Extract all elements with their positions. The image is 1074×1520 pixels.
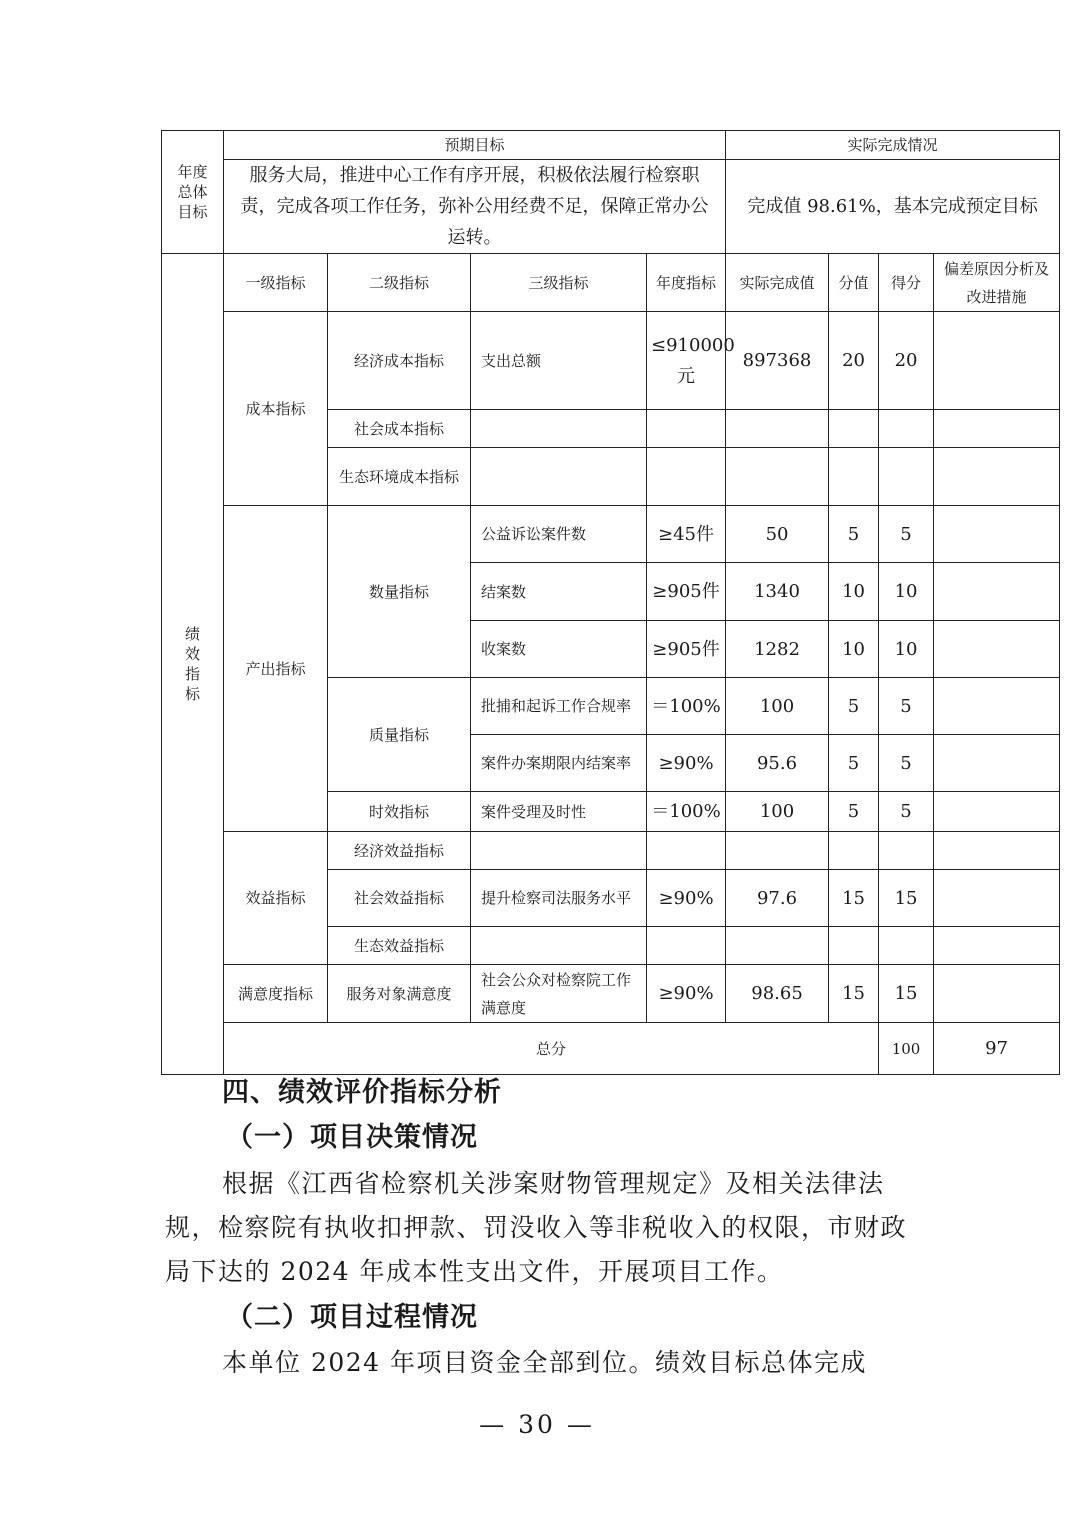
row-actual: 1340 bbox=[726, 563, 829, 621]
empty-cell bbox=[726, 832, 829, 870]
row-target: ≥90% bbox=[647, 735, 726, 792]
row-target: ≤910000元 bbox=[647, 312, 726, 410]
row-deviation bbox=[934, 678, 1060, 735]
empty-cell bbox=[471, 832, 647, 870]
subgroup-eco-cost: 生态环境成本指标 bbox=[328, 448, 471, 506]
row-target: ≥905件 bbox=[647, 563, 726, 621]
row-target: ＝100% bbox=[647, 678, 726, 735]
empty-cell bbox=[879, 832, 934, 870]
header-score-got: 得分 bbox=[879, 254, 934, 312]
row-got: 10 bbox=[879, 621, 934, 678]
empty-cell bbox=[879, 448, 934, 506]
row-got: 5 bbox=[879, 792, 934, 832]
expected-goal-text: 服务大局，推进中心工作有序开展，积极依法履行检察职责，完成各项工作任务，弥补公用经费不足，保障正常办公运转。 bbox=[224, 160, 726, 254]
empty-cell bbox=[647, 448, 726, 506]
empty-cell bbox=[471, 927, 647, 965]
row-name: 结案数 bbox=[471, 563, 647, 621]
empty-cell bbox=[934, 448, 1060, 506]
sub1-heading: （一）项目决策情况 bbox=[226, 1122, 478, 1153]
row-score: 15 bbox=[829, 965, 879, 1023]
performance-table bbox=[161, 130, 1060, 1075]
row-actual: 897368 bbox=[726, 312, 829, 410]
row-score: 10 bbox=[829, 621, 879, 678]
subgroup-econ-benefit: 经济效益指标 bbox=[328, 832, 471, 870]
row-got: 15 bbox=[879, 870, 934, 927]
subgroup-social-benefit: 社会效益指标 bbox=[328, 870, 471, 927]
total-score: 100 bbox=[879, 1023, 934, 1075]
actual-header: 实际完成情况 bbox=[726, 131, 1060, 160]
row-name: 提升检察司法服务水平 bbox=[471, 870, 647, 927]
subgroup-quantity: 数量指标 bbox=[328, 506, 471, 678]
row-deviation bbox=[934, 965, 1060, 1023]
empty-cell bbox=[726, 927, 829, 965]
row-score: 20 bbox=[829, 312, 879, 410]
row-target: ≥905件 bbox=[647, 621, 726, 678]
row-score: 5 bbox=[829, 735, 879, 792]
subgroup-econ-cost: 经济成本指标 bbox=[328, 312, 471, 410]
actual-text: 完成值 98.61%，基本完成预定目标 bbox=[726, 160, 1060, 254]
row-actual: 95.6 bbox=[726, 735, 829, 792]
group-satisfaction: 满意度指标 bbox=[224, 965, 328, 1023]
row-name: 案件办案期限内结案率 bbox=[471, 735, 647, 792]
empty-cell bbox=[829, 448, 879, 506]
header-level3: 三级指标 bbox=[471, 254, 647, 312]
annual-goal-label: 年度 总体 目标 bbox=[162, 131, 224, 254]
subgroup-social-cost: 社会成本指标 bbox=[328, 410, 471, 448]
row-name: 社会公众对检察院工作满意度 bbox=[471, 965, 647, 1023]
row-deviation bbox=[934, 563, 1060, 621]
header-score-value: 分值 bbox=[829, 254, 879, 312]
row-name: 公益诉讼案件数 bbox=[471, 506, 647, 563]
empty-cell bbox=[647, 927, 726, 965]
empty-cell bbox=[647, 410, 726, 448]
group-cost: 成本指标 bbox=[224, 312, 328, 506]
empty-cell bbox=[726, 410, 829, 448]
empty-cell bbox=[829, 927, 879, 965]
empty-cell bbox=[647, 832, 726, 870]
sub2-heading: （二）项目过程情况 bbox=[226, 1302, 478, 1333]
row-target: ≥90% bbox=[647, 870, 726, 927]
row-deviation bbox=[934, 870, 1060, 927]
row-actual: 100 bbox=[726, 678, 829, 735]
header-actual-value: 实际完成值 bbox=[726, 254, 829, 312]
row-score: 5 bbox=[829, 678, 879, 735]
row-actual: 97.6 bbox=[726, 870, 829, 927]
row-got: 15 bbox=[879, 965, 934, 1023]
empty-cell bbox=[471, 448, 647, 506]
expected-goal-header: 预期目标 bbox=[224, 131, 726, 160]
row-name: 支出总额 bbox=[471, 312, 647, 410]
para2: 本单位 2024 年项目资金全部到位。绩效目标总体完成 bbox=[222, 1348, 868, 1377]
empty-cell bbox=[879, 927, 934, 965]
row-actual: 100 bbox=[726, 792, 829, 832]
header-deviation: 偏差原因分析及改进措施 bbox=[934, 254, 1060, 312]
page-number: — 30 — bbox=[479, 1410, 595, 1439]
empty-cell bbox=[471, 410, 647, 448]
header-level1: 一级指标 bbox=[224, 254, 328, 312]
perf-label: 绩 效 指 标 bbox=[162, 254, 224, 1075]
header-level2: 二级指标 bbox=[328, 254, 471, 312]
group-benefit: 效益指标 bbox=[224, 832, 328, 965]
para1: 根据《江西省检察机关涉案财物管理规定》及相关法律法规，检察院有执收扣押款、罚没收入等非税收入的权限，市财政局下达的 2024 年成本性支出文件，开展项目工作。 bbox=[165, 1169, 908, 1286]
empty-cell bbox=[934, 410, 1060, 448]
row-actual: 1282 bbox=[726, 621, 829, 678]
row-name: 案件受理及时性 bbox=[471, 792, 647, 832]
header-annual-target: 年度指标 bbox=[647, 254, 726, 312]
empty-cell bbox=[879, 410, 934, 448]
row-score: 5 bbox=[829, 506, 879, 563]
empty-cell bbox=[829, 832, 879, 870]
subgroup-timeliness: 时效指标 bbox=[328, 792, 471, 832]
row-score: 10 bbox=[829, 563, 879, 621]
row-got: 5 bbox=[879, 506, 934, 563]
row-deviation bbox=[934, 506, 1060, 563]
section4-heading: 四、绩效评价指标分析 bbox=[222, 1077, 502, 1108]
row-deviation bbox=[934, 735, 1060, 792]
row-deviation bbox=[934, 792, 1060, 832]
subgroup-service-satisfaction: 服务对象满意度 bbox=[328, 965, 471, 1023]
total-got: 97 bbox=[934, 1023, 1060, 1075]
row-score: 15 bbox=[829, 870, 879, 927]
row-got: 5 bbox=[879, 678, 934, 735]
row-got: 10 bbox=[879, 563, 934, 621]
row-got: 5 bbox=[879, 735, 934, 792]
row-deviation bbox=[934, 621, 1060, 678]
group-output: 产出指标 bbox=[224, 506, 328, 832]
row-target: ≥45件 bbox=[647, 506, 726, 563]
empty-cell bbox=[726, 448, 829, 506]
row-name: 收案数 bbox=[471, 621, 647, 678]
empty-cell bbox=[934, 832, 1060, 870]
row-target: ＝100% bbox=[647, 792, 726, 832]
empty-cell bbox=[934, 927, 1060, 965]
row-name: 批捕和起诉工作合规率 bbox=[471, 678, 647, 735]
row-actual: 98.65 bbox=[726, 965, 829, 1023]
total-label: 总分 bbox=[224, 1023, 879, 1075]
row-actual: 50 bbox=[726, 506, 829, 563]
subgroup-quality: 质量指标 bbox=[328, 678, 471, 792]
row-score: 5 bbox=[829, 792, 879, 832]
row-got: 20 bbox=[879, 312, 934, 410]
subgroup-eco-benefit: 生态效益指标 bbox=[328, 927, 471, 965]
row-target: ≥90% bbox=[647, 965, 726, 1023]
row-deviation bbox=[934, 312, 1060, 410]
empty-cell bbox=[829, 410, 879, 448]
